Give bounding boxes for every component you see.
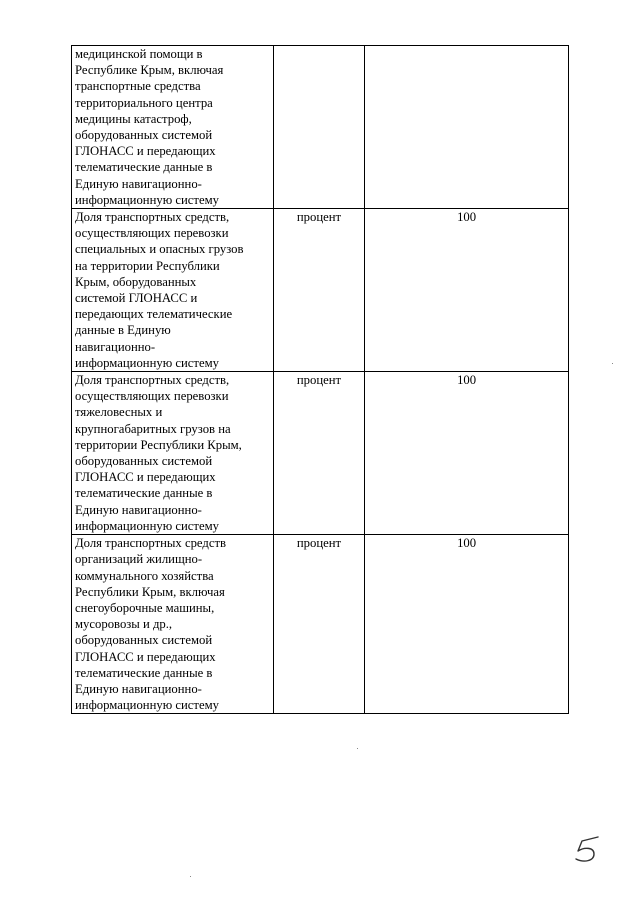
indicator-value: 100	[457, 210, 477, 225]
handwritten-page-number	[568, 832, 608, 868]
indicator-unit: процент	[296, 373, 342, 388]
table-row	[72, 46, 569, 209]
table-row	[72, 535, 569, 714]
table-row	[72, 209, 569, 372]
indicator-value: 100	[457, 536, 477, 551]
unit-cell	[273, 535, 364, 714]
unit-cell	[273, 46, 364, 209]
value-cell	[365, 535, 569, 714]
value-cell	[365, 209, 569, 372]
value-cell	[365, 46, 569, 209]
indicator-name: медицинской помощи в Республике Крым, включая транспортные средства территориального центра медицины катастроф, оборудованных системой ГЛОНАСС и передающих телематические данные в Единую навигационно- информационную систему	[75, 47, 224, 207]
indicator-value: 100	[457, 373, 477, 388]
indicators-table	[71, 45, 569, 714]
indicator-name-cell	[72, 372, 274, 535]
indicator-unit: процент	[296, 210, 342, 225]
indicator-name-cell	[72, 209, 274, 372]
indicator-name-cell	[72, 46, 274, 209]
unit-cell	[273, 372, 364, 535]
indicator-name: Доля транспортных средств, осуществляющих перевозки тяжеловесных и крупногабаритных грузов на территории Республики Крым, оборудованных системой ГЛОНАСС и передающих телематические данные в Единую навигационно- информационную систему	[75, 373, 242, 533]
value-cell	[365, 372, 569, 535]
table-row	[72, 372, 569, 535]
indicator-name-cell	[72, 535, 274, 714]
indicator-unit: процент	[296, 536, 342, 551]
unit-cell	[273, 209, 364, 372]
indicator-name: Доля транспортных средств, осуществляющих перевозки специальных и опасных грузов на территории Республики Крым, оборудованных системой ГЛОНАСС и передающих телематические данные в Единую навигационно- информационную систему	[75, 210, 244, 370]
scan-speck	[612, 363, 613, 364]
scan-speck	[357, 748, 358, 749]
scan-speck	[190, 876, 191, 877]
indicator-name: Доля транспортных средств организаций жилищно- коммунального хозяйства Республики Крым, включая снегоуборочные машины, мусоровозы и др., оборудованных системой ГЛОНАСС и передающих телематические данные в Единую навигационно- информационную систему	[75, 536, 227, 713]
